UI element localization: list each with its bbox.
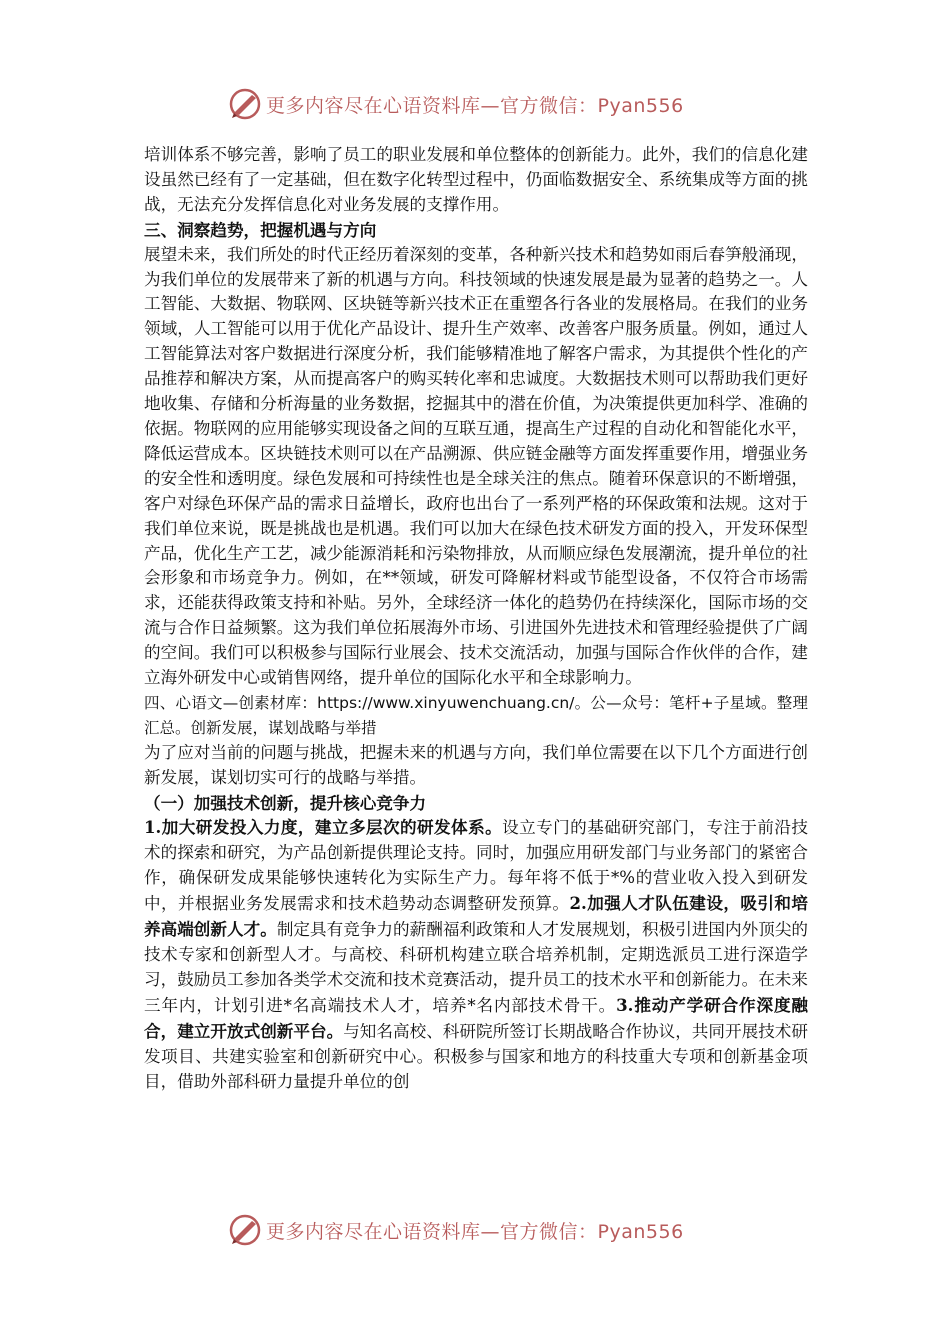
paragraph: 为了应对当前的问题与挑战，把握未来的机遇与方向，我们单位需要在以下几个方面进行创新发展，谋划切实可行的战略与举措。 <box>144 742 808 787</box>
paragraph: 培训体系不够完善，影响了员工的职业发展和单位整体的创新能力。此外，我们的信息化建设虽然已经有了一定基础，但在数字化转型过程中，仍面临数据安全、系统集成等方面的挑战，无法充分发挥信息化对业务发展的支撑作用。 <box>144 145 808 214</box>
pen-circle-logo-icon <box>228 87 262 121</box>
paragraph-items <box>144 815 808 1094</box>
item-title: 3.推动产学研合作深度融合，建立开放式创新平台。 <box>144 994 809 1041</box>
paragraph: 展望未来，我们所处的时代正经历着深刻的变革，各种新兴技术和趋势如雨后春笋般涌现，为我们单位的发展带来了新的机遇与方向。科技领域的快速发展是最为显著的趋势之一。人工智能、大数据、物联网、区块链等新兴技术正在重塑各行各业的发展格局。在我们的业务领域，人工智能可以用于优化产品设计、提升生产效率、改善客户服务质量。例如，通过人工智能算法对客户数据进行深度分析，我们能够精准地了解客户需求，为其提供个性化的产品推荐和解决方案，从而提高客户的购买转化率和忠诚度。大数据技术则可以帮助我们更好地收集、存储和分析海量的业务数据，挖掘其中的潜在价值，为决策提供更加科学、准确的依据。物联网的应用能够实现设备之间的互联互通，提高生产过程的自动化和智能化水平，降低运营成本。区块链技术则可以在产品溯源、供应链金融等方面发挥重要作用，增强业务的安全性和透明度。绿色发展和可持续性也是全球关注的焦点。随着环保意识的不断增强，客户对绿色环保产品的需求日益增长，政府也出台了一系列严格的环保政策和法规。这对于我们单位来说，既是挑战也是机遇。我们可以加大在绿色技术研发方面的投入，开发环保型产品，优化生产工艺，减少能源消耗和污染物排放，从而顺应绿色发展潮流，提升单位的社会形象和市场竞争力。例如，在**领域，研发可降解材料或节能型设备，不仅符合市场需求，还能获得政策支持和补贴。另外，全球经济一体化的趋势仍在持续深化，国际市场的交流与合作日益频繁。这为我们单位拓展海外市场、引进国外先进技术和管理经验提供了广阔的空间。我们可以积极参与国际行业展会、技术交流活动，加强与国际合作伙伴的合作，建立海外研发中心或销售网络，提升单位的国际化水平和全球影响力。 <box>144 244 808 688</box>
item-body: 设立专门的基础研究部门，专注于前沿技术的探索和研究，为产品创新提供理论支持。同时，加强应用研发部门与业务部门的紧密合作，确保研发成果能够快速转化为实际生产力。每年将不低于*%的营业收入投入到研发中，并根据业务发展需求和技术趋势动态调整研发预算。 <box>144 818 809 914</box>
pen-circle-logo-icon <box>228 1213 262 1247</box>
section-heading-4: 四、心语文—创素材库：https://www.xinyuwenchuang.cn/。公—众号：笔杆+子星域。整理汇总。创新发展，谋划战略与举措 <box>144 693 808 737</box>
subsection-heading: （一）加强技术创新，提升核心竞争力 <box>144 792 427 813</box>
footer-banner <box>228 1210 728 1250</box>
item-title: 2.加强人才队伍建设，吸引和培养高端创新人才。 <box>144 893 809 940</box>
document-body <box>144 143 808 1094</box>
banner-text: 更多内容尽在心语资料库—官方微信：Pyan556 <box>266 1220 684 1243</box>
item-body: 制定具有竞争力的薪酬福利政策和人才发展规划，积极引进国内外顶尖的技术专家和创新型人才。与高校、科研机构建立联合培养机制，定期选派员工进行深造学习，鼓励员工参加各类学术交流和技术竞赛活动，提升员工的技术水平和创新能力。在未来三年内，计划引进*名高端技术人才，培养*名内部技术骨干。 <box>144 920 809 1015</box>
item-title: 1.加大研发投入力度，建立多层次的研发体系。 <box>144 817 503 838</box>
item-body: 与知名高校、科研院所签订长期战略合作协议，共同开展技术研发项目、共建实验室和创新研究中心。积极参与国家和地方的科技重大专项和创新基金项目，借助外部科研力量提升单位的创 <box>144 1021 808 1091</box>
section-heading-3: 三、洞察趋势，把握机遇与方向 <box>144 219 377 240</box>
banner-text: 更多内容尽在心语资料库—官方微信：Pyan556 <box>266 94 684 117</box>
header-banner <box>228 84 728 124</box>
